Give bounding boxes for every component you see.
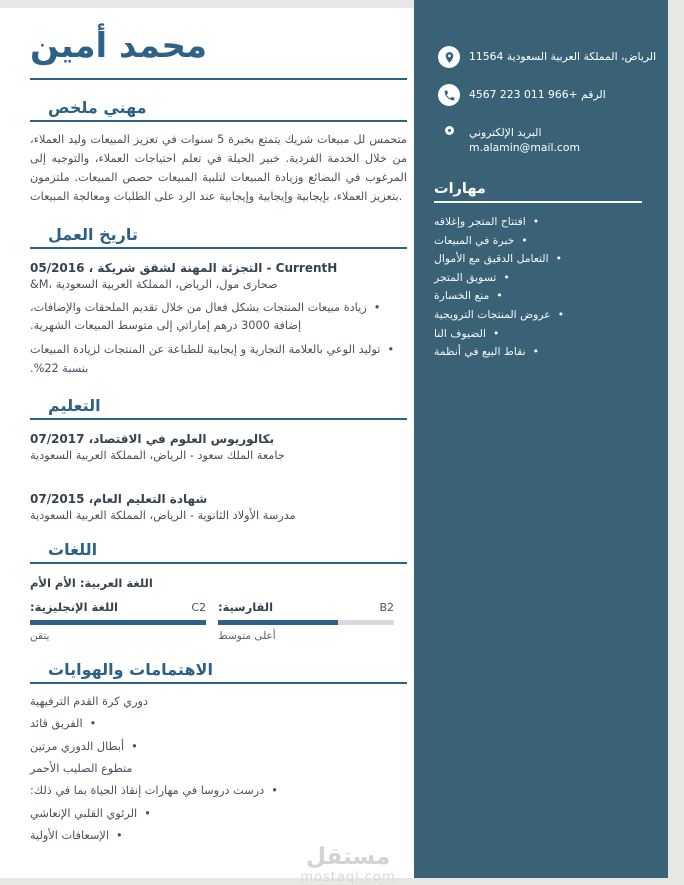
- main-column: [30, 26, 407, 845]
- contact-phone-row: [438, 84, 658, 106]
- language-progress-fill: [30, 620, 206, 625]
- work-heading-rule: [30, 225, 407, 249]
- skill-item: • خبرة في المبيعات: [434, 232, 642, 251]
- section-work-history: [30, 225, 407, 378]
- section-education: [30, 396, 407, 522]
- education-heading-rule: [30, 396, 407, 420]
- resume-page: [0, 8, 668, 885]
- school-line: جامعة الملك سعود - الرياض، المملكة العربية السعودية: [30, 449, 285, 463]
- language-progress-bar: [30, 620, 206, 625]
- languages-heading: اللغات: [48, 540, 98, 560]
- language-label: الفارسية:: [218, 600, 274, 615]
- skills-list: [434, 213, 642, 362]
- interest-bullet: • الفريق قائد: [30, 715, 407, 733]
- school-line: مدرسة الأولاد الثانوية - الرياض، المملكة العربية السعودية: [30, 509, 296, 523]
- education-heading: التعليم: [48, 396, 101, 416]
- contact-block: [414, 0, 668, 154]
- language-english: [30, 600, 206, 642]
- mostaql-domain: mostaql.com: [300, 870, 396, 885]
- work-heading: تاريخ العمل: [48, 224, 138, 244]
- education-entry: [30, 492, 407, 522]
- skill-item: • الضيوف النا: [434, 325, 642, 344]
- interests-heading-rule: [30, 660, 407, 684]
- contact-location-text: الرياض، المملكة العربية السعودية 11564: [469, 50, 657, 63]
- interest-line: دوري كرة القدم الترفيهية: [30, 695, 149, 709]
- skills-heading: مهارات: [434, 181, 486, 198]
- interests-heading: الاهتمامات والهوايات: [48, 660, 213, 680]
- section-languages: [30, 540, 407, 642]
- skill-item: • منع الخسارة: [434, 287, 642, 306]
- language-progress-fill: [218, 620, 338, 625]
- email-icon: [445, 126, 454, 135]
- language-progress-bar: [218, 620, 394, 625]
- interest-line: متطوع الصليب الأحمر: [30, 761, 133, 775]
- contact-email-label: البريد الإلكتروني: [469, 126, 542, 139]
- skill-item: • تسويق المتجر: [434, 269, 642, 288]
- language-grid: [30, 600, 407, 642]
- job-bullet: • توليد الوعي بالعلامة التجارية و إيجابية للطباعة عن المنتجات لزيادة المبيعات بنسبة 22%.: [30, 341, 407, 378]
- section-interests: [30, 660, 407, 845]
- language-descriptor: يتقن: [30, 630, 50, 643]
- skills-heading-rule: [434, 178, 642, 203]
- contact-phone-text: الرقم +966 011 223 4567: [469, 88, 606, 101]
- job-bullet: • زيادة مبيعات المنتجات بشكل فعال من خلال تقديم الملحقات والإضافات، إضافة 3000 درهم إماراتي إلى متوسط المبيعات الشهرية.: [30, 299, 407, 336]
- skill-item: • عروض المنتجات الترويجية: [434, 306, 642, 325]
- watermark: [278, 844, 418, 885]
- native-language-line: اللغة العربية: الأم الأم: [30, 576, 153, 591]
- summary-heading: مهني ملخص: [48, 98, 147, 117]
- language-level-badge: C2: [191, 601, 206, 615]
- skill-item: • نقاط البيع في أنظمة: [434, 343, 642, 362]
- candidate-name: محمد أمين: [30, 26, 407, 80]
- contact-email-address[interactable]: m.alamin@mail.com: [469, 141, 580, 155]
- languages-heading-rule: [30, 540, 407, 564]
- education-entry: [30, 432, 407, 462]
- skill-item: • افتتاح المتجر وإغلاقه: [434, 213, 642, 232]
- location-pin-icon: [438, 46, 460, 68]
- summary-heading-rule: [30, 98, 407, 122]
- degree-line: بكالوريوس العلوم في الاقتصاد، 07/2017: [30, 432, 275, 447]
- job-bullet-list: [30, 299, 407, 378]
- mostaql-logo: مستقل: [305, 844, 391, 870]
- interest-bullet: • الرئوي القلبي الإنعاشي: [30, 805, 407, 823]
- language-descriptor: أعلى متوسط: [218, 630, 276, 643]
- job-title-line: 05/2016 ، التجزئة المهنة لشقق شريكة - CurrentH: [30, 260, 338, 275]
- phone-icon: [438, 84, 460, 106]
- language-farsi: [218, 600, 394, 642]
- sidebar: [414, 0, 668, 878]
- section-summary: [30, 98, 407, 207]
- contact-location-row: [438, 46, 658, 68]
- contact-email-row: [438, 122, 658, 154]
- interest-bullet: • درست دروسا في مهارات إنقاذ الحياة بما في ذلك:: [30, 782, 407, 800]
- interest-bullet: • الإسعافات الأولية: [30, 827, 407, 845]
- skill-item: • التعامل الدقيق مع الأموال: [434, 250, 642, 269]
- language-label: اللغة الإنجليزية:: [30, 600, 118, 615]
- summary-text: متحمس لل مبيعات شريك يتمتع بخبرة 5 سنوات في تعزيز المبيعات وليد العملاء، من خلال الخدمة الفردية. خبير الحيلة في تعلم احتياجات العملاء، والتوجيه إلى المرغوب في البضائع وزيادة المبيعات لتلبية المبيعات حصص المبيعات. ملتزمون بتعزيز العملاء، بإيجابية وإيجابية وإيجابية عند الرد على الطلبات ومعالجة المبيعات.: [30, 133, 407, 203]
- interest-bullet: • أبطال الدوري مرتين: [30, 738, 407, 756]
- degree-line: شهادة التعليم العام، 07/2015: [30, 492, 208, 507]
- job-location-line: &M، صحارى مول، الرياض، المملكة العربية السعودية: [30, 277, 278, 291]
- language-level-badge: B2: [379, 601, 394, 615]
- skills-section: [414, 170, 668, 362]
